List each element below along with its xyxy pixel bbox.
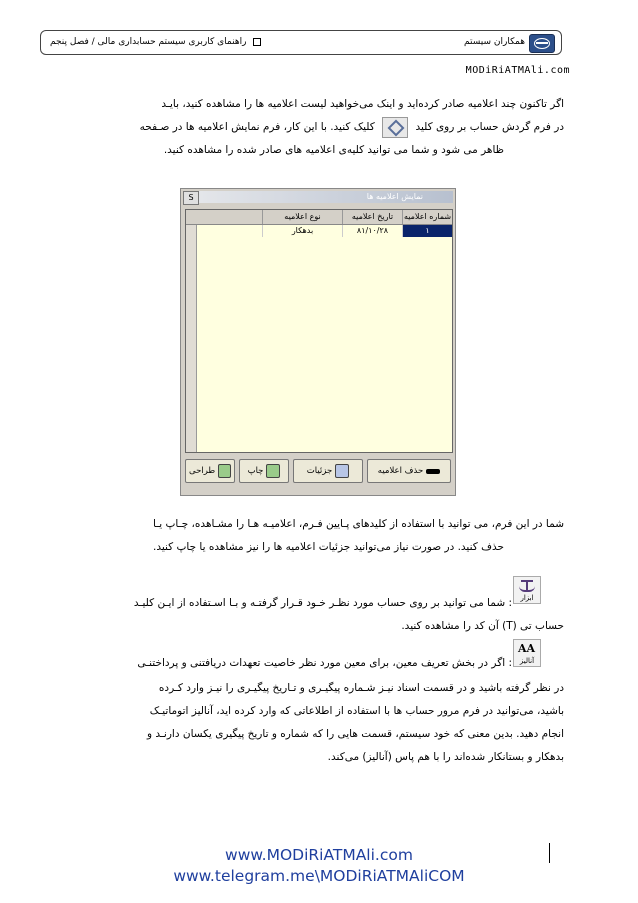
text-fragment: در فرم گردش حساب بر روی کلید	[415, 121, 564, 133]
analysis-paragraph-cont	[82, 677, 564, 769]
page-header	[40, 30, 562, 55]
tools-paragraph	[82, 592, 512, 615]
minus-icon	[426, 469, 440, 474]
button-label: حذف اعلامیه	[377, 466, 424, 476]
tools-key	[513, 576, 541, 604]
text-line: انجام دهید. بدین معنی که خود سیستم، قسمت هایی را که شماره و تاریخ پیگیری یکسان دارنـد و	[146, 728, 564, 740]
intro-paragraph	[82, 93, 564, 162]
text-line: شما در این فرم، می توانید با استفاده از کلیدهای پـایین فـرم، اعلامیـه هـا را مشـاهده، چـاپ یـا	[153, 518, 564, 530]
column-header[interactable]: تاریخ اعلامیه	[342, 210, 402, 224]
details-icon	[335, 464, 349, 478]
text-line: : اگر در بخش تعریف معین، برای معین مورد نظر خاصیت تعهدات دریافتنی و پرداختنـی	[137, 657, 512, 669]
breadcrumb-text: راهنمای کاربری سیستم حسابداری مالی / فصل پنجم	[50, 37, 247, 47]
aa-icon: AA	[518, 642, 536, 655]
form-paragraph	[82, 513, 564, 559]
text-line: حذف کنید. در صورت نیاز می‌توانید جزئیات اعلامیه ها را نیز مشاهده یا چاپ کنید.	[152, 541, 504, 553]
text-line: اگر تاکنون چند اعلامیه صادر کرده‌اید و اینک می‌خواهید لیست اعلامیه ها را مشاهده کنید، بایـد	[161, 98, 564, 110]
icon-caption: آنالیز	[519, 657, 535, 665]
design-button[interactable]	[185, 459, 235, 483]
window-toolbar	[185, 459, 451, 487]
table-row[interactable]	[186, 225, 452, 237]
window-title: نمایش اعلامیه ها	[199, 191, 453, 203]
text-line	[82, 116, 564, 139]
icon-caption: ابزار	[520, 594, 534, 602]
footer-website-link[interactable]: www.MODiRiATMAli.com	[225, 846, 413, 864]
text-line: : شما می توانید بر روی حساب مورد نظـر خـود قـرار گرفتـه و بـا اسـتفاده از ایـن کلیـد	[133, 597, 512, 609]
text-line: حساب تی (T) آن کد را مشاهده کنید.	[401, 620, 564, 632]
cell-date: ۸۱/۱۰/۲۸	[342, 225, 402, 237]
text-line: بدهکار و بستانکار شده‌اند را با هم پاس (آنالیز) می‌کند.	[327, 751, 564, 763]
footer-telegram-link[interactable]: www.telegram.me\MODiRiATMAliCOM	[173, 867, 465, 885]
column-header[interactable]: نوع اعلامیه	[262, 210, 342, 224]
tools-paragraph-cont	[82, 615, 564, 638]
cell-number: ۱	[402, 225, 452, 237]
header-breadcrumb	[50, 37, 261, 47]
text-fragment: کلیک کنید. با این کار، فرم نمایش اعلامیه ها در صـفحه	[139, 121, 375, 133]
square-bullet-icon	[253, 38, 261, 46]
notices-grid	[185, 209, 453, 453]
text-line: در نظر گرفته باشید و در قسمت اسناد نیـز شـماره پیگیـری و تـاریخ پیگیـری را نیـز وارد کـرده	[158, 682, 564, 694]
text-line: ظاهر می شود و شما می توانید کلیه‌ی اعلامیه های صادر شده را مشاهده کنید.	[163, 144, 504, 156]
column-header[interactable]: شماره اعلامیه	[402, 210, 452, 224]
show-notices-key-icon	[382, 117, 408, 138]
design-icon	[218, 464, 231, 478]
vertical-scrollbar[interactable]	[186, 225, 197, 452]
site-tag: MODiRiATMAli.com	[465, 65, 570, 76]
header-brand: همکاران سیستم	[464, 37, 525, 47]
print-button[interactable]	[239, 459, 289, 483]
details-button[interactable]	[293, 459, 363, 483]
analysis-paragraph	[82, 652, 512, 675]
delete-notice-button[interactable]	[367, 459, 451, 483]
scale-icon	[521, 580, 533, 594]
button-label: طراحی	[189, 466, 216, 476]
button-label: جزئیات	[306, 466, 333, 476]
cell-type: بدهکار	[262, 225, 342, 237]
text-line: باشید، می‌توانید در فرم مرور حساب ها با استفاده از اطلاعاتی که وارد کرده اید، آنالیز اتوماتیـک	[149, 705, 564, 717]
notices-window	[180, 188, 456, 496]
analysis-key	[513, 639, 541, 667]
brand-logo-icon	[529, 34, 555, 53]
button-label: چاپ	[247, 466, 264, 476]
window-system-icon[interactable]: S	[183, 191, 199, 205]
grid-header	[186, 210, 452, 225]
printer-icon	[266, 464, 280, 478]
